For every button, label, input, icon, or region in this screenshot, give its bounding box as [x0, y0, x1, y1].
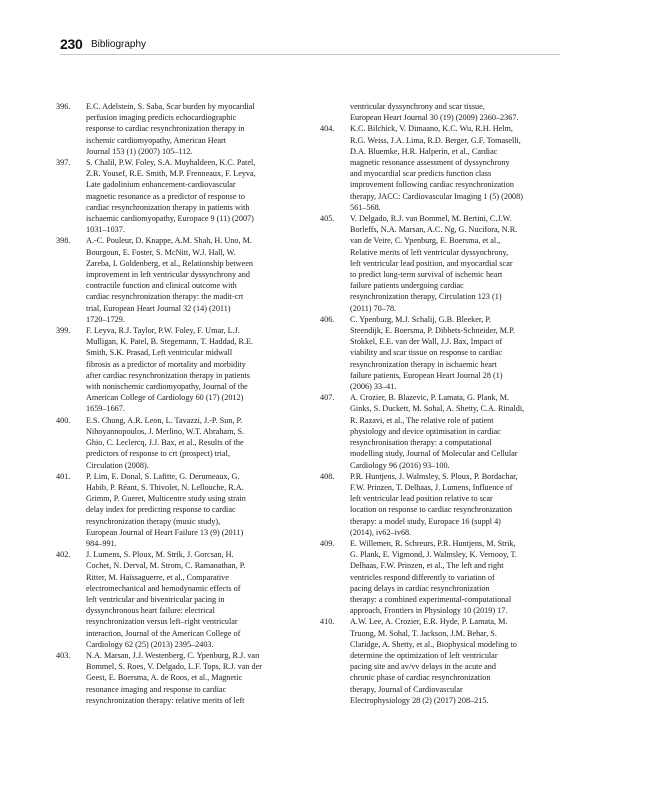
reference-line: to predict long-term survival of ischemic heart	[350, 270, 503, 280]
reference-line: 561–568.	[350, 202, 381, 212]
reference-entry	[56, 101, 306, 157]
reference-number: 398.	[56, 236, 71, 246]
reference-line: Cardiology 62 (25) (2013) 2395–2403.	[86, 639, 214, 649]
reference-line: chronic phase of cardiac resynchronization	[350, 673, 491, 683]
reference-line: Steendijk, E. Boersma, P. Dibbets-Schneider, M.P.	[350, 326, 515, 336]
reference-text	[86, 325, 306, 415]
reference-line: Cochet, N. Derval, M. Strom, C. Ramanathan, P.	[86, 561, 246, 571]
reference-line: E.C. Adelstein, S. Saba, Scar burden by myocardial	[86, 102, 255, 111]
reference-line: with nonischemic cardiomyopathy, Journal of the	[86, 382, 248, 392]
reference-line: Truong, M. Sohal, T. Jackson, J.M. Behar, S.	[350, 628, 497, 638]
reference-line: left ventricular lead position relative to scar	[350, 494, 493, 504]
bibliography-column-left	[56, 101, 306, 706]
reference-line: left ventricular and biventricular pacing in	[86, 594, 225, 604]
reference-line: resynchronization therapy: relative merits of left	[86, 695, 245, 705]
reference-line: Zareba, I. Goldenberg, et al., Relationship between	[86, 258, 253, 268]
reference-line: pacing site and av/vv delays in the acute and	[350, 662, 496, 672]
reference-line: electromechanical and hemodynamic effects of	[86, 583, 241, 593]
reference-line: European Journal of Heart Failure 13 (9) (2011)	[86, 527, 244, 537]
reference-text	[350, 101, 566, 123]
reference-number: 410.	[320, 617, 335, 627]
reference-line: D.A. Bluemke, H.R. Halperin, et al., Cardiac	[350, 146, 498, 156]
reference-text	[350, 123, 566, 213]
reference-line: and myocardial scar predicts function class	[350, 169, 492, 179]
reference-line: resynchronisation therapy: a computational	[350, 438, 492, 448]
reference-line: therapy: a model study, Europace 16 (suppl 4)	[350, 516, 501, 526]
reference-line: A.W. Lee, A. Crozier, E.R. Hyde, P. Lamata, M.	[350, 617, 508, 627]
reference-entry	[56, 157, 306, 235]
reference-entry	[56, 415, 306, 471]
reference-line: Circulation (2008).	[86, 460, 149, 470]
reference-line: Ritter, M. Haïssaguerre, et al., Comparative	[86, 572, 229, 582]
reference-entry	[320, 471, 566, 538]
reference-line: therapy, JACC: Cardiovascular Imaging 1 (5) (2008)	[350, 191, 523, 201]
reference-line: European Heart Journal 30 (19) (2009) 2360–2367.	[350, 113, 519, 123]
reference-line: Z.R. Yousef, R.E. Smith, M.P. Frenneaux, F. Leyva,	[86, 169, 256, 179]
reference-number: 407.	[320, 393, 335, 403]
reference-text	[86, 235, 306, 325]
reference-line: magnetic resonance as a predictor of response to	[86, 191, 245, 201]
reference-line: S. Chalil, P.W. Foley, S.A. Muyhaldeen, K.C. Patel,	[86, 158, 256, 168]
reference-entry	[320, 538, 566, 616]
reference-line: improvement following cardiac resynchronization	[350, 180, 514, 190]
reference-line: magnetic resonance assessment of dyssynchrony	[350, 158, 510, 168]
reference-line: physiology and device optimisation in cardiac	[350, 426, 501, 436]
reference-line: ischaemic cardiomyopathy, Europace 9 (11) (2007)	[86, 214, 254, 224]
reference-line: Nihoyannopoulos, J. Merlino, W.T. Abraham, S.	[86, 426, 245, 436]
reference-text	[350, 392, 566, 470]
reference-entry	[56, 549, 306, 650]
reference-line: R. Razavi, et al., The relative role of patient	[350, 415, 494, 425]
reference-line: P. Lim, E. Donal, S. Lafitte, G. Derumeaux, G.	[86, 471, 240, 481]
reference-line: Stokkel, E.E. van der Wall, J.J. Bax, Impact of	[350, 337, 503, 347]
reference-line: Relative merits of left ventricular dyssynchrony,	[350, 247, 509, 257]
reference-line: ischemic cardiomyopathy, American Heart	[86, 135, 226, 145]
reference-number: 399.	[56, 326, 71, 336]
reference-line: failure patients, European Heart Journal 28 (1)	[350, 370, 503, 380]
page-header	[60, 36, 560, 55]
reference-line: P.R. Huntjens, J. Walmsley, S. Ploux, P. Bordachar,	[350, 471, 518, 481]
reference-text	[86, 415, 306, 471]
reference-number: 396.	[56, 102, 71, 111]
reference-entry	[320, 213, 566, 314]
reference-line: Late gadolinium enhancement-cardiovascular	[86, 180, 236, 190]
reference-line: failure patients undergoing cardiac	[350, 281, 464, 291]
reference-text	[350, 471, 566, 538]
reference-line: Delhaas, F.W. Prinzen, et al., The left and right	[350, 561, 504, 571]
reference-number: 401.	[56, 471, 71, 481]
reference-text	[86, 157, 306, 235]
reference-line: left ventricular lead position, and myocardial scar	[350, 258, 513, 268]
reference-number: 405.	[320, 214, 335, 224]
reference-line: F. Leyva, R.J. Taylor, P.W. Foley, F. Umar, L.J.	[86, 326, 240, 336]
reference-line: (2006) 33–41.	[350, 382, 397, 392]
reference-line: trial, European Heart Journal 32 (14) (2011)	[86, 303, 231, 313]
reference-line: F.W. Prinzen, T. Delhaas, J. Lumens, Influence of	[350, 482, 513, 492]
reference-line: Mulligan, K. Patel, B. Stegemann, T. Haddad, R.E.	[86, 337, 254, 347]
reference-entry	[56, 650, 306, 706]
reference-line: 1659–1667.	[86, 404, 125, 414]
reference-text	[86, 471, 306, 549]
reference-entry	[320, 616, 566, 706]
reference-line: A.-C. Pouleur, D. Knappe, A.M. Shah, H. Uno, M.	[86, 236, 252, 246]
reference-line: perfusion imaging predicts echocardiographic	[86, 113, 237, 123]
reference-line: location on response to cardiac resynchronization	[350, 505, 513, 515]
reference-line: therapy, Journal of Cardiovascular	[350, 684, 463, 694]
reference-line: resonance imaging and response to cardiac	[86, 684, 227, 694]
reference-line: R.G. Weiss, J.A. Lima, R.D. Berger, G.F. Tomaselli,	[350, 135, 521, 145]
reference-line: resynchronization versus left–right ventricular	[86, 617, 238, 627]
reference-line: Habib, P. Réant, S. Thivolet, N. Lellouche, R.A.	[86, 482, 244, 492]
reference-line: modelling study, Journal of Molecular and Cellular	[350, 449, 518, 459]
reference-line: G. Plank, E. Vigmond, J. Walmsley, K. Vernooy, T.	[350, 550, 517, 560]
reference-line: determine the optimization of left ventricular	[350, 650, 498, 660]
reference-text	[350, 538, 566, 616]
reference-number: 403.	[56, 650, 71, 660]
reference-line: dyssynchronous heart failure: electrical	[86, 606, 215, 616]
reference-line: N.A. Marsan, J.J. Westenberg, C. Ypenburg, R.J. van	[86, 650, 260, 660]
reference-entry	[56, 471, 306, 549]
reference-number: 400.	[56, 415, 71, 425]
reference-text	[86, 549, 306, 650]
reference-number: 408.	[320, 471, 335, 481]
reference-line: 1720–1729.	[86, 314, 125, 324]
reference-line: 984–991.	[86, 538, 117, 548]
reference-line: Journal 153 (1) (2007) 105–112.	[86, 146, 193, 156]
reference-line: J. Lumens, S. Ploux, M. Strik, J. Gorcsan, H.	[86, 550, 234, 560]
reference-line: van de Veire, C. Ypenburg, E. Boersma, et al.,	[350, 236, 501, 246]
reference-entry	[320, 392, 566, 470]
reference-line: ventricles respond differently to variation of	[350, 572, 495, 582]
reference-line: A. Crozier, B. Blazevic, P. Lamata, G. Plank, M.	[350, 393, 510, 403]
reference-line: pacing delays in cardiac resynchronization	[350, 583, 490, 593]
reference-line: Grimm, P. Gueret, Multicentre study using strain	[86, 494, 246, 504]
reference-entry	[320, 123, 566, 213]
reference-line: Bourgoun, E. Foster, S. McNitt, W.J. Hall, W.	[86, 247, 236, 257]
reference-text	[86, 101, 306, 157]
reference-line: interaction, Journal of the American College of	[86, 628, 241, 638]
reference-line: resynchronization therapy, Circulation 123 (1)	[350, 292, 502, 302]
reference-line: Electrophysiology 28 (2) (2017) 208–215.	[350, 695, 489, 705]
reference-line: Ginks, S. Duckett, M. Sohal, A. Shetty, C.A. Rinaldi,	[350, 404, 525, 414]
reference-line: Cardiology 96 (2016) 93–100.	[350, 460, 450, 470]
reference-line: Ghio, C. Leclercq, J.J. Bax, et al., Results of the	[86, 438, 244, 448]
reference-number: 406.	[320, 314, 335, 324]
reference-line: Smith, S.K. Prasad, Left ventricular midwall	[86, 348, 233, 358]
running-head: Bibliography	[91, 39, 147, 50]
reference-entry	[56, 325, 306, 415]
reference-text	[350, 616, 566, 706]
reference-entry	[320, 314, 566, 392]
reference-line: therapy: a combined experimental-computational	[350, 594, 512, 604]
reference-line: Bommel, S. Roes, V. Delgado, L.F. Tops, R.J. van der	[86, 662, 262, 672]
reference-line: cardiac resynchronization therapy in patients with	[86, 202, 250, 212]
reference-line: viability and scar tissue on response to cardiac	[350, 348, 503, 358]
reference-line: approach, Frontiers in Physiology 10 (2019) 17.	[350, 606, 508, 616]
reference-line: Claridge, A. Shetty, et al., Biophysical modeling to	[350, 639, 517, 649]
page-number: 230	[60, 36, 83, 52]
reference-line: cardiac resynchronization therapy: the madit-crt	[86, 292, 244, 302]
reference-text	[350, 314, 566, 392]
reference-text	[350, 213, 566, 314]
reference-line: contractile function and clinical outcome with	[86, 281, 237, 291]
reference-line: improvement in left ventricular dyssynchrony and	[86, 270, 250, 280]
reference-line: ventricular dyssynchrony and scar tissue,	[350, 102, 485, 111]
reference-entry	[56, 235, 306, 325]
reference-line: resynchronization therapy in ischaemic heart	[350, 359, 497, 369]
reference-line: E. Willemen, R. Schreurs, P.R. Huntjens, M. Strik,	[350, 538, 516, 548]
reference-line: 1031–1037.	[86, 225, 125, 235]
reference-line: V. Delgado, R.J. van Bommel, M. Bertini, C.J.W.	[350, 214, 512, 224]
reference-number: 397.	[56, 158, 71, 168]
reference-line: after cardiac resynchronization therapy in patients	[86, 370, 250, 380]
reference-line: Borleffs, N.A. Marsan, A.C. Ng, G. Nucifora, N.R.	[350, 225, 518, 235]
reference-line: delay index for predicting response to cardiac	[86, 505, 236, 515]
reference-number: 404.	[320, 124, 335, 134]
reference-line: E.S. Chung, A.R. Leon, L. Tavazzi, J.-P. Sun, P.	[86, 415, 243, 425]
reference-line: C. Ypenburg, M.J. Schalij, G.B. Bleeker, P.	[350, 314, 492, 324]
reference-text	[86, 650, 306, 706]
reference-line: K.C. Bilchick, V. Dimaano, K.C. Wu, R.H. Helm,	[350, 124, 513, 134]
reference-line: Geest, E. Boersma, A. de Roos, et al., Magnetic	[86, 673, 243, 683]
reference-number: 409.	[320, 538, 335, 548]
bibliography-column-right	[320, 101, 566, 706]
reference-line: (2011) 70–78.	[350, 303, 397, 313]
reference-line: fibrosis as a predictor of mortality and morbidity	[86, 359, 246, 369]
reference-number: 402.	[56, 550, 71, 560]
reference-line: resynchronization therapy (music study),	[86, 516, 221, 526]
reference-entry	[320, 101, 566, 123]
reference-line: predictors of response to crt (prospect) trial,	[86, 449, 230, 459]
reference-line: (2014), iv62–iv68.	[350, 527, 412, 537]
reference-line: response to cardiac resynchronization therapy in	[86, 124, 245, 134]
reference-line: American College of Cardiology 60 (17) (2012)	[86, 393, 244, 403]
